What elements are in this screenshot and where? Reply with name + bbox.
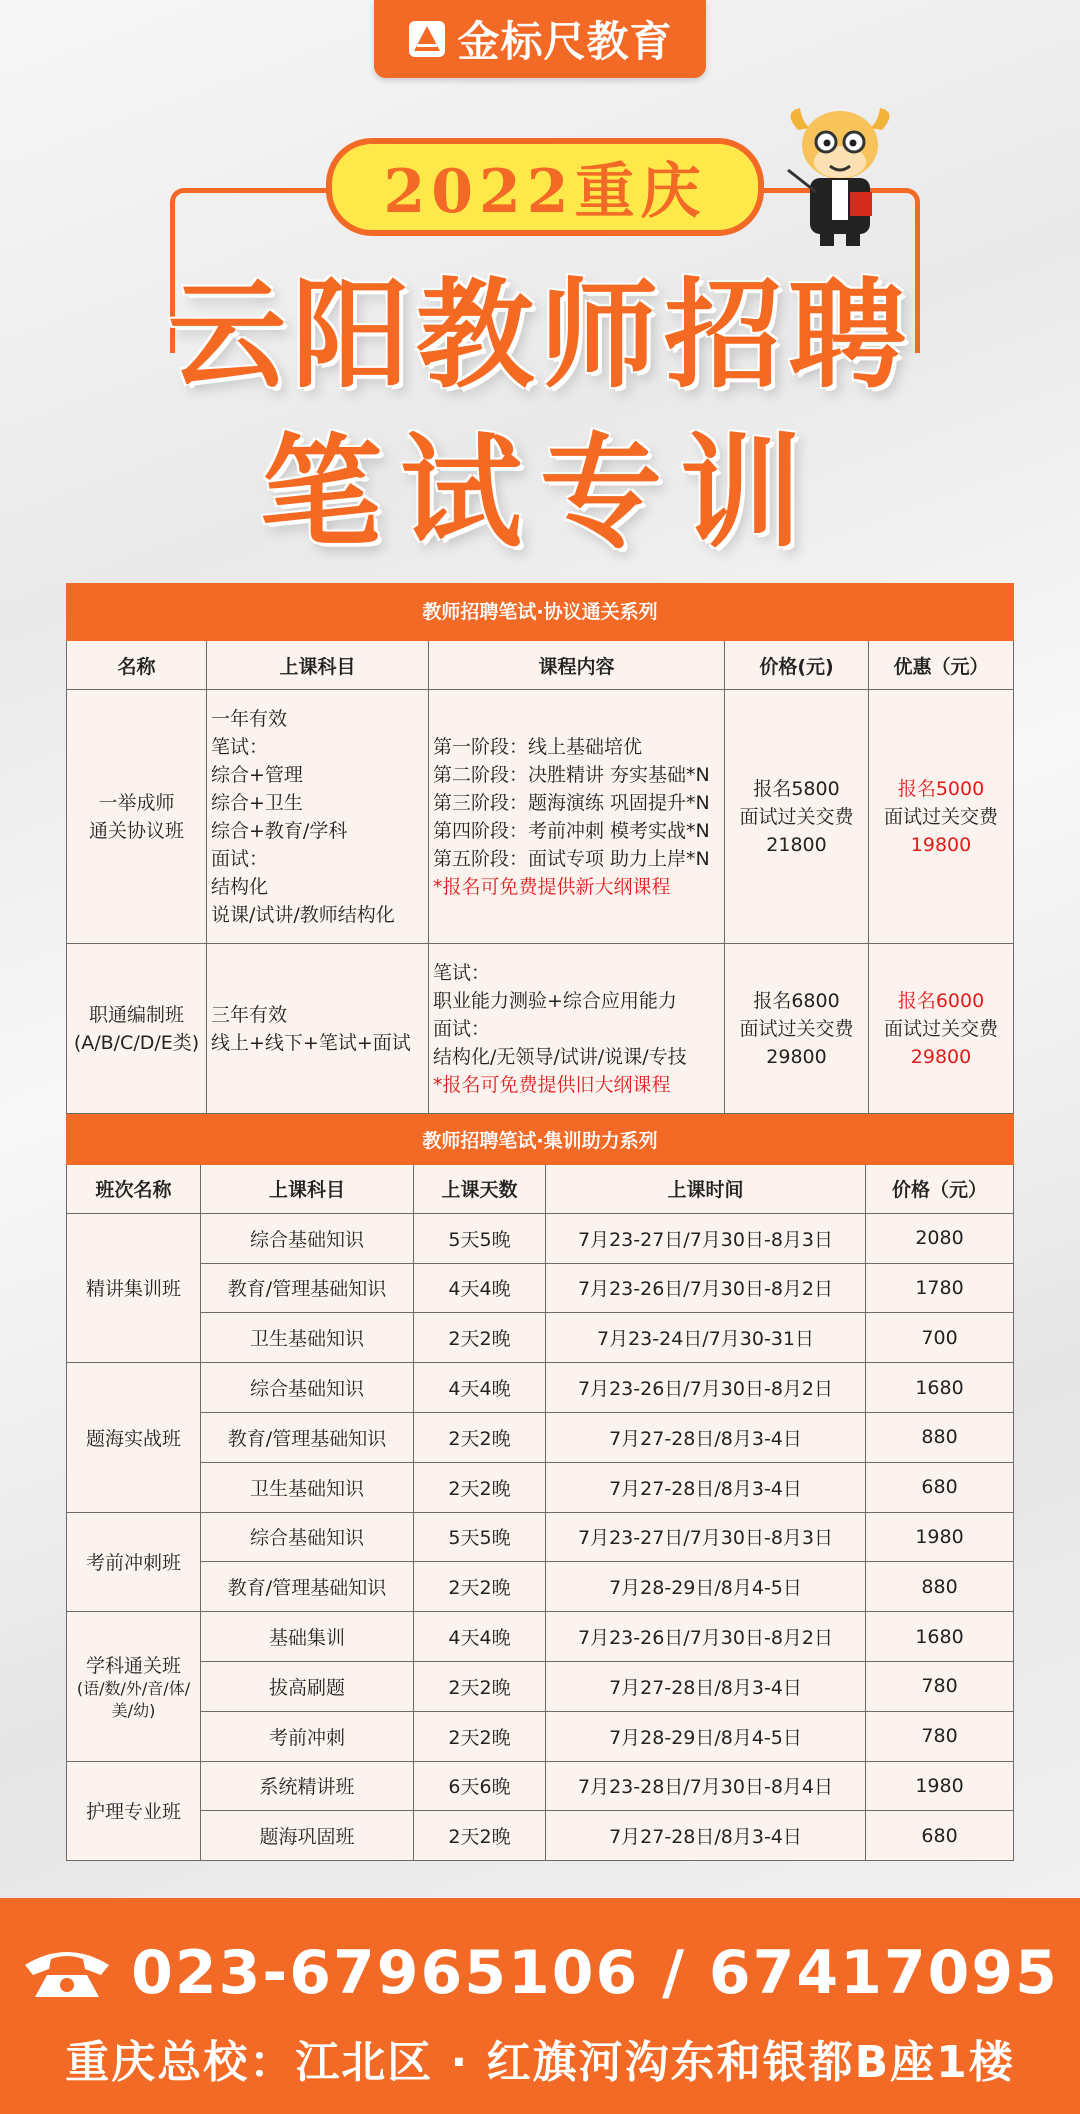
- table-row: [67, 944, 1014, 1114]
- class-price: 700: [866, 1313, 1014, 1363]
- course-content: 笔试： 职业能力测验+综合应用能力 面试： 结构化/无领导/试讲/说课/专技 *报名可免费提供旧大纲课程: [429, 944, 725, 1114]
- class-price: 1980: [866, 1761, 1014, 1811]
- class-price: 880: [866, 1412, 1014, 1462]
- series2-table: [66, 1114, 1014, 1861]
- class-days: 5天5晚: [414, 1512, 546, 1562]
- course-name: 职通编制班 (A/B/C/D/E类): [67, 944, 207, 1114]
- class-price: 780: [866, 1661, 1014, 1711]
- class-name: 考前冲刺班: [67, 1512, 201, 1612]
- class-days: 4天4晚: [414, 1263, 546, 1313]
- class-subject: 综合基础知识: [201, 1213, 414, 1263]
- brand-name: 金标尺教育: [457, 17, 673, 66]
- class-time: 7月23-28日/7月30日-8月4日: [546, 1761, 866, 1811]
- table-row: [67, 1462, 1014, 1512]
- course-subjects: 一年有效 笔试： 综合+管理 综合+卫生 综合+教育/学科 面试： 结构化 说课/试讲/教师结构化: [207, 690, 429, 944]
- class-days: 2天2晚: [414, 1711, 546, 1761]
- class-price: 880: [866, 1562, 1014, 1612]
- table-row: [67, 1512, 1014, 1562]
- class-subject: 系统精讲班: [201, 1761, 414, 1811]
- table-row: [67, 1761, 1014, 1811]
- series2-body: [67, 1213, 1014, 1860]
- class-days: 2天2晚: [414, 1562, 546, 1612]
- course-subjects: 三年有效 线上+线下+笔试+面试: [207, 944, 429, 1114]
- series2-title: 教师招聘笔试·集训助力系列: [67, 1115, 1014, 1165]
- col-header: 价格(元): [725, 641, 869, 690]
- table-row: [67, 1661, 1014, 1711]
- class-time: 7月28-29日/8月4-5日: [546, 1711, 866, 1761]
- col-header: 名称: [67, 641, 207, 690]
- class-days: 4天4晚: [414, 1363, 546, 1413]
- col-header: 上课时间: [546, 1164, 866, 1213]
- class-time: 7月28-29日/8月4-5日: [546, 1562, 866, 1612]
- class-days: 2天2晚: [414, 1412, 546, 1462]
- table-row: [67, 1213, 1014, 1263]
- class-subject: 基础集训: [201, 1612, 414, 1662]
- class-time: 7月23-26日/7月30日-8月2日: [546, 1263, 866, 1313]
- class-price: 2080: [866, 1213, 1014, 1263]
- course-price: 报名6800 面试过关交费 29800: [725, 944, 869, 1114]
- course-discount: 报名6000 面试过关交费 29800: [869, 944, 1014, 1114]
- class-name: 精讲集训班: [67, 1213, 201, 1362]
- class-time: 7月27-28日/8月3-4日: [546, 1462, 866, 1512]
- class-days: 2天2晚: [414, 1811, 546, 1861]
- col-header: 上课科目: [207, 641, 429, 690]
- class-name: 题海实战班: [67, 1363, 201, 1512]
- series1-title: 教师招聘笔试·协议通关系列: [67, 584, 1014, 641]
- page-title-line1: 云阳教师招聘: [167, 266, 912, 404]
- class-subject: 卫生基础知识: [201, 1313, 414, 1363]
- col-header: 优惠（元）: [869, 641, 1014, 690]
- class-name: 护理专业班: [67, 1761, 201, 1861]
- class-price: 1780: [866, 1263, 1014, 1313]
- page-title-line2: 笔试专训: [260, 422, 820, 564]
- class-time: 7月23-24日/7月30-31日: [546, 1313, 866, 1363]
- table-row: [67, 1562, 1014, 1612]
- class-time: 7月27-28日/8月3-4日: [546, 1661, 866, 1711]
- phone-icon: [21, 1945, 113, 2001]
- class-days: 5天5晚: [414, 1213, 546, 1263]
- col-header: 课程内容: [429, 641, 725, 690]
- col-header: 上课科目: [201, 1164, 414, 1213]
- year-badge: 2022重庆: [326, 138, 764, 236]
- class-time: 7月27-28日/8月3-4日: [546, 1811, 866, 1861]
- class-time: 7月23-27日/7月30日-8月3日: [546, 1213, 866, 1263]
- class-days: 6天6晚: [414, 1761, 546, 1811]
- class-days: 2天2晚: [414, 1661, 546, 1711]
- brand-logo: [374, 0, 706, 78]
- class-price: 1680: [866, 1363, 1014, 1413]
- class-subject: 教育/管理基础知识: [201, 1412, 414, 1462]
- class-price: 780: [866, 1711, 1014, 1761]
- address: 重庆总校：江北区 · 红旗河沟东和银都B座1楼: [65, 2037, 1015, 2088]
- course-name: 一举成师 通关协议班: [67, 690, 207, 944]
- table-row: [67, 1711, 1014, 1761]
- class-days: 2天2晚: [414, 1313, 546, 1363]
- col-header: 上课天数: [414, 1164, 546, 1213]
- class-price: 680: [866, 1462, 1014, 1512]
- class-time: 7月27-28日/8月3-4日: [546, 1412, 866, 1462]
- class-price: 1980: [866, 1512, 1014, 1562]
- table-row: [67, 1363, 1014, 1413]
- class-time: 7月23-26日/7月30日-8月2日: [546, 1363, 866, 1413]
- course-content: 第一阶段：线上基础培优 第二阶段：决胜精讲 夯实基础*N 第三阶段：题海演练 巩固提升*N 第四阶段：考前冲刺 模考实战*N 第五阶段：面试专项 助力上岸*N *报名可免费提供新大纲课程: [429, 690, 725, 944]
- class-name: 学科通关班 (语/数/外/音/体/美/幼): [67, 1612, 201, 1761]
- course-discount: 报名5000 面试过关交费 19800: [869, 690, 1014, 944]
- class-subject: 题海巩固班: [201, 1811, 414, 1861]
- phone-row: [0, 1938, 1080, 2008]
- series1-table: [66, 583, 1014, 1114]
- phone-number: 023-67965106 / 67417095: [131, 1938, 1059, 2008]
- logo-icon: [407, 19, 447, 59]
- table-row: [67, 1263, 1014, 1313]
- table-row: [67, 1612, 1014, 1662]
- col-header: 班次名称: [67, 1164, 201, 1213]
- class-subject: 考前冲刺: [201, 1711, 414, 1761]
- class-subject: 卫生基础知识: [201, 1462, 414, 1512]
- class-subject: 拔高刷题: [201, 1661, 414, 1711]
- table-row: [67, 690, 1014, 944]
- contact-footer: [0, 1898, 1080, 2114]
- course-tables: [66, 583, 1013, 1861]
- class-subject: 教育/管理基础知识: [201, 1562, 414, 1612]
- class-price: 680: [866, 1811, 1014, 1861]
- class-time: 7月23-27日/7月30日-8月3日: [546, 1512, 866, 1562]
- class-subjects-note: (语/数/外/音/体/美/幼): [76, 1678, 191, 1720]
- table-row: [67, 1811, 1014, 1861]
- table-row: [67, 1412, 1014, 1462]
- table-row: [67, 1313, 1014, 1363]
- class-subject: 综合基础知识: [201, 1512, 414, 1562]
- class-time: 7月23-26日/7月30日-8月2日: [546, 1612, 866, 1662]
- col-header: 价格（元）: [866, 1164, 1014, 1213]
- class-days: 2天2晚: [414, 1462, 546, 1512]
- class-subject: 综合基础知识: [201, 1363, 414, 1413]
- content-note: *报名可免费提供新大纲课程: [433, 875, 671, 898]
- class-subject: 教育/管理基础知识: [201, 1263, 414, 1313]
- class-days: 4天4晚: [414, 1612, 546, 1662]
- mascot-icon: [780, 100, 900, 250]
- content-note: *报名可免费提供旧大纲课程: [433, 1073, 671, 1096]
- class-price: 1680: [866, 1612, 1014, 1662]
- course-price: 报名5800 面试过关交费 21800: [725, 690, 869, 944]
